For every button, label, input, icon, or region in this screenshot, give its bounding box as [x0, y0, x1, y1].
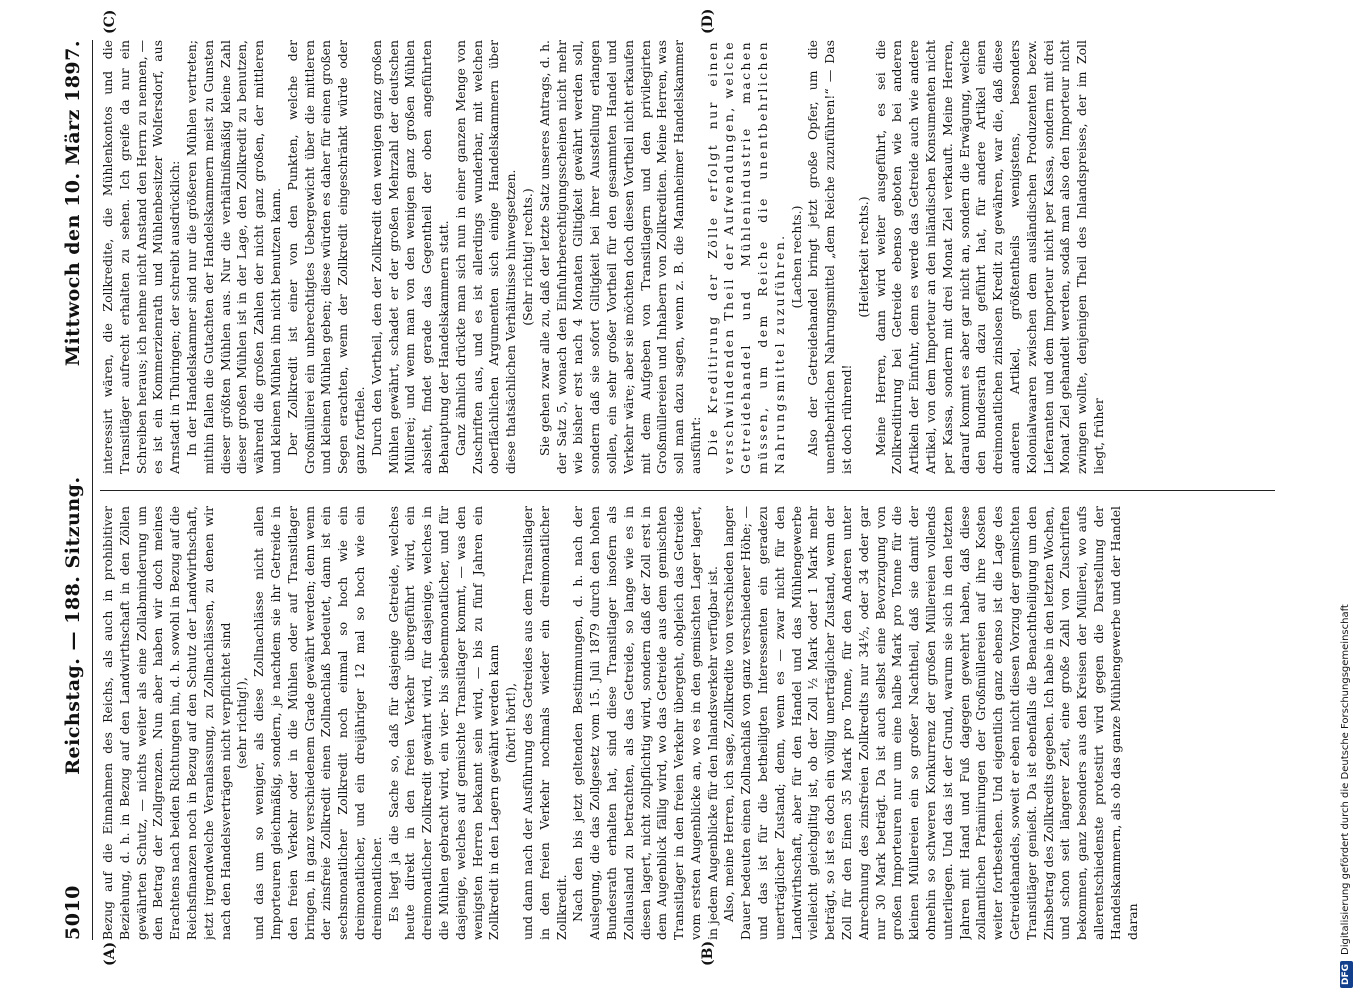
header-title: Reichstag. — 188. Sitzung.	[62, 476, 84, 775]
document-page	[60, 8, 1300, 966]
paragraph: Also der Getreidehandel bringt jetzt große Opfer, um die unentbehrlichen Nahrungsmittel „dem Reiche zuzuführen!“ — Das ist doch rührend!	[805, 40, 855, 474]
paragraph: interessirt wären, die Zollkredite, die Mühlenkontos und die Transitläger aufrecht erhalten zu sehen. Ich greife da nur ein Schreiben heraus; ich nehme nicht Anstand den Herrn zu nennen, — es ist ein Kommerzienrath und Mühlenbesitzer Wolfersdorf, aus Arnstadt in Thüringen; der schreibt ausdrücklich:	[100, 40, 183, 474]
header-date: Mittwoch den 10. März 1897.	[62, 40, 84, 367]
page-header	[60, 40, 86, 940]
page-number: 5010	[62, 885, 84, 940]
right-column	[100, 40, 1280, 474]
header-divider	[92, 40, 93, 940]
digitization-note: Digitalisierung gefördert durch die Deutsche Forschungsgemeinschaft	[1340, 604, 1351, 955]
interjection: (Heiterkeit rechts.)	[855, 196, 871, 318]
margin-mark-a: (A)	[102, 941, 118, 966]
quoted-paragraph: In der Handelskammer sind nur die größeren Mühlen vertreten; mithin fallen die Gutachten der Handelskammern meist zu Gunsten dieser größten Mühlen aus. Nur die verhältnißmäßig kleine Zahl dieser großen Mühlen ist in der Lage, den Zollkredit zu benutzen, während die großen Zahlen der nicht ganz großen, der mittleren und kleinen Mühlen ihn nicht benutzen kann.	[183, 40, 283, 474]
interjection: (hört! hört!),	[503, 682, 519, 764]
digitization-strip	[1333, 0, 1353, 1000]
quoted-paragraph: Durch den Vortheil, den der Zollkredit den wenigen ganz großen Mühlen gewährt, schadet er der großen Mehrzahl der deutschen Müllerei; und wenn man von den wenigen ganz großen Mühlen absieht, findet gerade das Gegentheil der oben angeführten Behauptung der Handelskammern statt.	[368, 40, 451, 474]
column-divider	[100, 490, 1275, 491]
paragraph: und dann nach der Ausführung des Getreides aus dem Transitlager in den freien Verkehr nochmals wieder ein dreimonatlicher Zollkredit.	[519, 506, 569, 940]
paragraph: Meine Herren, dann wird weiter ausgeführt, es sei die Zollkreditirung bei Getreide ebenso geboten wie bei anderen Artikeln der Einfuhr, denn es werde das Getreide auch wie andere Artikel, von dem Importeur an den inländischen Konsumenten nicht per Kassa, sondern mit drei Monat Ziel verkauft. Meine Herren, darauf kommt es aber gar nicht an, sondern die Erwägung, welche den Bundesrath dazu geführt hat, für andere Artikel einen dreimonatlichen zinslosen Kredit zu gewähren, war die, daß diese anderen Artikel, größtentheils wenigstens, besonders Kolonialwaaren zwischen dem ausländischen Produzenten bezw. Lieferanten und dem Importeur nicht per Kassa, sondern mit drei Monat Ziel gehandelt werden, sodaß man also den Importeur nicht zwingen wollte, denjenigen Theil des Inlandspreises, der im Zoll liegt, früher	[872, 40, 1107, 474]
margin-mark-c: (C)	[102, 9, 118, 34]
margin-mark-b: (B)	[700, 940, 716, 966]
paragraph: Ganz ähnlich drückte man sich nun in einer ganzen Menge von Zuschriften aus, und es ist allerdings wunderbar, mit welchen oberflächlichen Argumenten sich einige Handelskammern über diese thatsächlichen Verhältnisse hinwegsetzen.	[452, 40, 519, 474]
digitization-credit	[1336, 0, 1353, 1000]
interjection: (Sehr richtig! rechts.)	[519, 188, 535, 326]
paragraph: Bezug auf die Einnahmen des Reichs, als auch in prohibitiver Beziehung, d. h. in Bezug auf den Landwirthschaft in den Zöllen gewährten Schutz, — nichts weiter als eine Zollabminderung um den Betrag der Zollgrenzen. Nun aber haben wir doch meines Erachtens nach beiden Richtungen hin, d. h. sowohl in Bezug auf die Reichsfinanzen noch in Bezug auf den Schutz der Landwirthschaft, jetzt irgendwelche Veranlassung, zu Zollnachlässen, zu denen wir nach den Handelsverträgen nicht verpflichtet sind	[100, 506, 233, 940]
interjection: (sehr richtig!),	[234, 677, 250, 769]
quoted-paragraph: Der Zollkredit ist einer von den Punkten, welche der Großmüllerei ein unberechtigtes Uebergewicht über die mittleren und kleinen Mühlen geben; diese würden es daher für einen großen Segen erachten, wenn der Zollkredit eingeschränkt würde oder ganz fortfiele.	[284, 40, 367, 474]
paragraph: Es liegt ja die Sache so, daß für dasjenige Getreide, welches heute direkt in den freien Verkehr übergeführt wird, ein dreimonatlicher Zollkredit gewährt wird, für dasjenige, welches in die Mühlen gebracht wird, ein vier- bis siebenmonatlicher, und für dasjenige, welches auf gemischte Transitlager kommt, — was den wenigsten Herren bekannt sein wird, — bis zu fünf Jahren ein Zollkredit in den Lagern gewährt werden kann	[385, 506, 502, 940]
margin-mark-d: (D)	[700, 8, 716, 34]
quoted-paragraph: Die Kreditirung der Zölle erfolgt nur einen verschwindenden Theil der Aufwendungen, welche Getreidehandel und Mühlenindustrie machen müssen, um dem Reiche die unentbehrlichen Nahrungsmittel zuzuführen.	[704, 40, 787, 474]
paragraph: und das um so weniger, als diese Zollnachlässe nicht allen Importeuren gleichmäßig, sondern, je nachdem sie ihr Getreide in den freien Verkehr oder in die Mühlen oder auf Transitlager bringen, in ganz verschiedenem Grade gewährt werden; denn wenn der zinsfreie Zollkredit einen Zollnachlaß bedeutet, dann ist ein sechsmonatlicher Zollkredit noch einmal so hoch wie ein dreimonatlicher, und ein dreijähriger 12 mal so hoch wie ein dreimonatlicher.	[251, 506, 384, 940]
paragraph: Nach den bis jetzt geltenden Bestimmungen, d. h. nach der Auslegung, die das Zollgesetz vom 15. Juli 1879 durch den hohen Bundesrath erhalten hat, sind diese Transitlager insofern als Zollausland zu betrachten, als das Getreide, so lange wie es in diesen lagert, nicht zollpflichtig wird, sondern daß der Zoll erst in dem Augenblick fällig wird, wo das Getreide aus dem gemischten Transitlager in den freien Verkehr übergeht, obgleich das Getreide vom ersten Augenblicke an, wo es in den gemischten Lager lagert, in jedem Augenblicke für den Inlandsverkehr verfügbar ist.	[570, 506, 720, 940]
dfg-logo: DFG	[1340, 961, 1353, 988]
left-column	[100, 506, 1280, 940]
paragraph: Also, meine Herren, ich sage, Zollkredite von verschieden langer Dauer bedeuten einen Zollnachlaß von ganz verschiedener Höhe; — und das ist für die betheiligten Interessenten ein geradezu unerträglicher Zustand; denn, wenn es — zwar nicht für den Landwirthschaft, aber für den Handel und das Mühlengewerbe vielleicht gleichgiltig ist, ob der Zoll ½ Mark oder 1 Mark mehr beträgt, so ist es doch ein völlig unerträglicher Zustand, wenn der Zoll für den Einen 35 Mark pro Tonne, für den Anderen unter Anrechnung des zinsfreien Zollkredits nur 34½, oder 34 oder gar nur 30 Mark beträgt. Da ist auch selbst eine Bevorzugung von großen Importeuren nur um eine halbe Mark pro Tonne für die kleinen Müllereien ein so großer Nachtheil, daß sie damit der ohnehin so schweren Konkurrenz der großen Müllereien vollends unterliegen. Und das ist der Grund, warum sie sich in den letzten Jahren mit Hand und Fuß dagegen gewehrt haben, daß diese zollamtlichen Prämiirungen der Großmüllereien auf ihre Kosten weiter fortbestehen. Und eigentlich ganz ebenso ist die Lage des Getreidehandels, soweit er eben nicht diesen Vorzug der gemischten Transitläger genießt. Da ist ebenfalls die Benachtheiligung um den Zinsbetrag des Zollkredits gegeben. Ich habe in den letzten Wochen, und schon seit längerer Zeit, eine große Zahl von Zuschriften bekommen, ganz besonders aus den Kreisen der Müllerei, wo aufs allerentschiedenste protestirt wird gegen die Darstellung der Handelskammern, als ob das ganze Mühlengewerbe und der Handel daran	[721, 506, 1140, 940]
paragraph: Sie gehen zwar alle zu, daß der letzte Satz unseres Antrags, d. h. der Satz 5, wonach den Einfuhrberechtigungsscheinen nicht mehr wie bisher erst nach 4 Monaten Giltigkeit gewährt werden soll, sondern daß sie sofort Giltigkeit bei ihrer Ausstellung erlangen sollen, ein sehr großer Vortheil für den gesammten Handel und Verkehr wäre; aber sie möchten doch diesen Vortheil nicht erkaufen mit dem Aufgeben von Transitlagern und den privilegirten Großmüllereien und Inhabern von Zollkrediten. Meine Herren, was soll man dazu sagen, wenn z. B. die Mannheimer Handelskammer ausführt:	[536, 40, 703, 474]
interjection: (Lachen rechts.)	[788, 205, 804, 309]
